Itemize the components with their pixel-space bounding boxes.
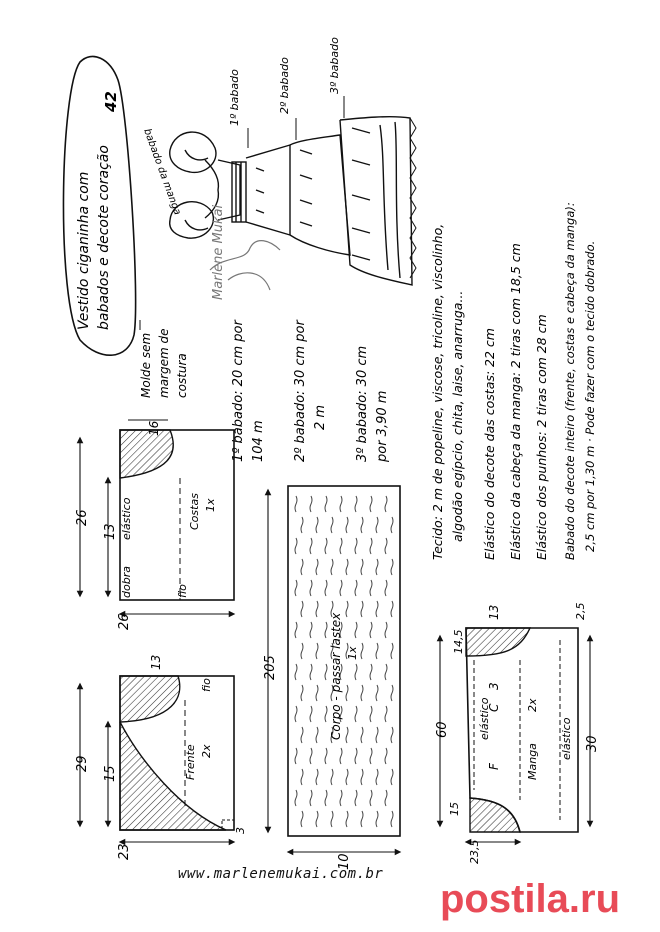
lastex-mark (376, 685, 378, 701)
lastex-mark (301, 685, 303, 701)
lastex-mark (295, 538, 297, 554)
babado3-line-b: por 3,90 m (375, 390, 390, 462)
label-babado-1: 1º babado (228, 69, 241, 126)
dress-illustration (170, 96, 416, 290)
lastex-mark (370, 706, 372, 722)
lastex-mark (295, 664, 297, 680)
lastex-mark (346, 685, 348, 701)
lastex-mark (391, 601, 393, 617)
costas-dobra: dobra (120, 566, 133, 598)
lastex-mark (310, 790, 312, 806)
lastex-mark (391, 685, 393, 701)
costas-width-inner: 13 (103, 523, 118, 540)
lastex-mark (361, 517, 363, 533)
babado2-line-b: 2 m (313, 404, 328, 430)
frente-width-top: 29 (75, 755, 90, 772)
lastex-mark (355, 706, 357, 722)
lastex-mark (376, 811, 378, 827)
lastex-mark (370, 748, 372, 764)
lastex-mark (370, 580, 372, 596)
lastex-mark (370, 790, 372, 806)
frente-qty: 2x (200, 744, 213, 758)
molde-line2: margem de (157, 328, 171, 398)
manga-C: C (487, 703, 501, 712)
lastex-mark (376, 601, 378, 617)
pattern-piece-frente (80, 676, 234, 842)
lastex-mark (325, 622, 327, 638)
lastex-mark (376, 727, 378, 743)
lastex-mark (391, 769, 393, 785)
lastex-mark (295, 706, 297, 722)
title-bubble (63, 56, 135, 355)
manga-top-right: 13 (487, 604, 501, 620)
costas-width-top: 26 (75, 509, 90, 526)
lastex-mark (355, 538, 357, 554)
lastex-mark (301, 559, 303, 575)
lastex-mark (310, 664, 312, 680)
lastex-mark (316, 517, 318, 533)
lastex-mark (316, 685, 318, 701)
lastex-mark (310, 748, 312, 764)
lastex-mark (310, 496, 312, 512)
lastex-mark (346, 811, 348, 827)
label-babado-2: 2º babado (278, 57, 291, 114)
manga-left-bottom: 23,5 (468, 839, 481, 864)
material-1: Tecido: 2 m de popeline, viscose, tricoline, viscolinho, (430, 223, 445, 560)
title-line2: babados e decote coração (96, 145, 112, 330)
lastex-mark (301, 811, 303, 827)
manga-3: 3 (487, 682, 501, 690)
lastex-mark (301, 769, 303, 785)
lastex-mark (376, 559, 378, 575)
costas-fio: fio (176, 584, 189, 598)
costas-name: Costas (188, 493, 201, 530)
frente-name: Frente (184, 744, 197, 780)
postila-logo (438, 868, 653, 924)
lastex-mark (391, 559, 393, 575)
lastex-mark (370, 538, 372, 554)
lastex-mark (340, 496, 342, 512)
lastex-mark (316, 601, 318, 617)
manga-F: F (487, 763, 501, 770)
lastex-mark (316, 811, 318, 827)
lastex-mark (331, 769, 333, 785)
lastex-mark (355, 748, 357, 764)
signature: Marlene Mukai (211, 204, 226, 300)
lastex-mark (301, 601, 303, 617)
frente-height: 23 (117, 843, 132, 860)
babado3-line-a: 3º babado: 30 cm (355, 345, 370, 462)
corpo-width: 205 (263, 655, 278, 680)
lastex-mark (355, 496, 357, 512)
costas-height: 26 (117, 613, 132, 630)
logo-text: postila.ru (440, 877, 621, 921)
material-5b: 2,5 cm por 1,30 m · Pode fazer com o tecido dobrado. (583, 240, 597, 552)
lastex-mark (346, 517, 348, 533)
corpo-label: Corpo - passar lastex (329, 612, 343, 740)
lastex-mark (331, 811, 333, 827)
manga-bottom: 30 (585, 735, 600, 752)
material-1b: algodão egípcio, chita, laise, anarruga... (450, 290, 465, 542)
lastex-mark (361, 727, 363, 743)
materials-notes (430, 202, 597, 560)
material-2: Elástico do decote das costas: 22 cm (482, 328, 497, 560)
note-molde (139, 320, 189, 398)
babado2-line-a: 2º babado: 30 cm por (293, 320, 308, 462)
lastex-mark (391, 727, 393, 743)
lastex-mark (391, 643, 393, 659)
molde-line1: Molde sem (139, 332, 153, 398)
lastex-mark (316, 769, 318, 785)
costas-elastico: elástico (120, 497, 133, 540)
lastex-mark (355, 580, 357, 596)
lastex-mark (361, 559, 363, 575)
lastex-mark (385, 706, 387, 722)
lastex-mark (385, 496, 387, 512)
frente-small: 3 (234, 827, 247, 834)
lastex-mark (385, 622, 387, 638)
pattern-piece-costas (80, 420, 234, 614)
lastex-mark (295, 790, 297, 806)
lastex-mark (301, 517, 303, 533)
lastex-mark (325, 748, 327, 764)
frente-neck: 13 (149, 654, 163, 670)
lastex-mark (385, 664, 387, 680)
lastex-mark (385, 538, 387, 554)
molde-line3: costura (175, 353, 189, 398)
lastex-mark (346, 727, 348, 743)
lastex-mark (391, 811, 393, 827)
babado1-line-b: 104 m (251, 420, 266, 462)
lastex-mark (316, 643, 318, 659)
manga-elastico-top: elástico (478, 697, 491, 740)
lastex-mark (376, 643, 378, 659)
manga-qty: 2x (526, 698, 539, 712)
lastex-mark (325, 538, 327, 554)
lastex-mark (325, 496, 327, 512)
lastex-mark (355, 664, 357, 680)
lastex-mark (310, 580, 312, 596)
lastex-mark (361, 769, 363, 785)
lastex-mark (340, 790, 342, 806)
material-4: Elástico dos punhos: 2 tiras com 28 cm (534, 314, 549, 560)
lastex-mark (355, 790, 357, 806)
lastex-mark (370, 622, 372, 638)
manga-elastico-low: elástico (560, 717, 573, 760)
lastex-mark (361, 601, 363, 617)
corpo-height: 10 (337, 853, 352, 870)
lastex-mark (310, 622, 312, 638)
babados-notes (231, 318, 390, 463)
material-3: Elástico da cabeça da manga: 2 tiras com 18,5 cm (508, 243, 523, 560)
corpo-qty: 1x (346, 646, 359, 660)
lastex-mark (316, 559, 318, 575)
lastex-mark (295, 496, 297, 512)
manga-neck-dim: 14,5 (452, 629, 465, 654)
title-line1: Vestido ciganinha com (76, 171, 92, 330)
title-size: 42 (102, 91, 120, 112)
lastex-mark (340, 748, 342, 764)
lastex-mark (310, 538, 312, 554)
website-url: www.marlenemukai.com.br (178, 866, 384, 882)
lastex-mark (385, 748, 387, 764)
lastex-mark (325, 664, 327, 680)
lastex-mark (361, 811, 363, 827)
frente-width-inner: 15 (103, 765, 118, 782)
lastex-mark (295, 580, 297, 596)
manga-left-small: 15 (448, 802, 461, 816)
manga-name: Manga (526, 743, 539, 780)
lastex-mark (346, 769, 348, 785)
costas-qty: 1x (204, 498, 217, 512)
lastex-mark (385, 790, 387, 806)
lastex-mark (331, 559, 333, 575)
lastex-mark (331, 517, 333, 533)
lastex-mark (325, 790, 327, 806)
lastex-mark (325, 706, 327, 722)
lastex-mark (301, 643, 303, 659)
manga-side: 2,5 (574, 602, 587, 620)
babado1-line-a: 1º babado: 20 cm por (231, 320, 246, 462)
lastex-mark (340, 538, 342, 554)
lastex-mark (391, 517, 393, 533)
lastex-mark (361, 643, 363, 659)
lastex-mark (370, 496, 372, 512)
lastex-mark (346, 601, 348, 617)
lastex-mark (340, 580, 342, 596)
lastex-mark (310, 706, 312, 722)
material-5: Babado do decote inteiro (frente, costas e cabeça da manga): (563, 202, 577, 560)
lastex-mark (376, 517, 378, 533)
frente-fio: fio (200, 678, 213, 692)
manga-width: 60 (435, 721, 450, 738)
costas-neck: 16 (147, 420, 161, 436)
lastex-mark (295, 748, 297, 764)
lastex-mark (385, 580, 387, 596)
lastex-mark (316, 727, 318, 743)
lastex-mark (346, 559, 348, 575)
label-babado-manga: babado da manga (141, 127, 183, 217)
lastex-mark (370, 664, 372, 680)
lastex-mark (295, 622, 297, 638)
lastex-mark (376, 769, 378, 785)
lastex-mark (355, 622, 357, 638)
lastex-mark (301, 727, 303, 743)
label-babado-3: 3º babado (328, 37, 341, 94)
lastex-mark (325, 580, 327, 596)
lastex-mark (361, 685, 363, 701)
